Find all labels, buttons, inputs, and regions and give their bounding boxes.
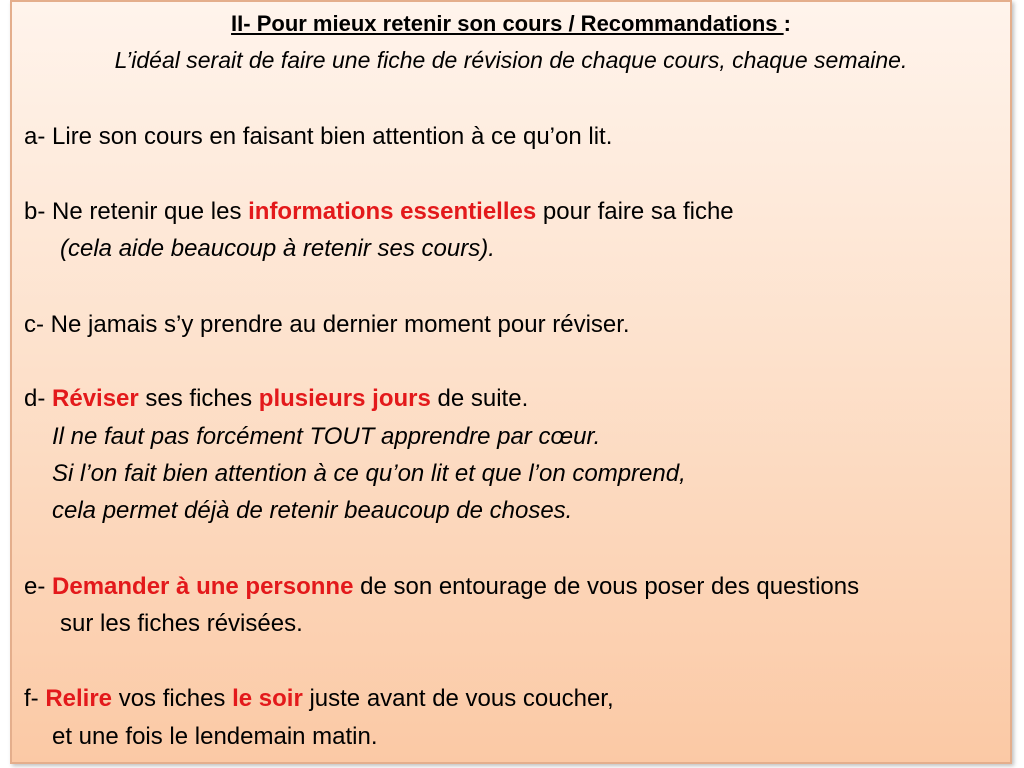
item-f-highlight-2: le soir — [232, 685, 303, 712]
item-b-note: (cela aide beaucoup à retenir ses cours). — [60, 235, 495, 262]
slide-title-colon: : — [783, 11, 791, 36]
slide-subtitle: L’idéal serait de faire une fiche de révision de chaque cours, chaque semaine. — [114, 47, 908, 73]
item-f-suffix: juste avant de vous coucher, — [302, 685, 614, 712]
item-e-suffix: de son entourage de vous poser des questions — [353, 573, 860, 600]
slide-title — [12, 10, 1010, 38]
item-f-continuation: et une fois le lendemain matin. — [52, 723, 378, 750]
item-b-suffix: pour faire sa fiche — [536, 198, 734, 225]
item-d-highlight-2: plusieurs jours — [258, 385, 431, 412]
item-e-prefix: e- — [24, 573, 53, 600]
item-e-highlight: Demander à une personne — [52, 573, 354, 600]
item-b — [12, 197, 1010, 227]
slide-title-text: II- Pour mieux retenir son cours / Recommandations — [231, 11, 784, 36]
item-d-suffix: de suite. — [430, 385, 529, 412]
item-d-middle: ses fiches — [138, 385, 259, 412]
item-f — [12, 684, 1010, 714]
item-d-note-3: cela permet déjà de retenir beaucoup de choses. — [52, 497, 573, 524]
item-d-note-2: Si l’on fait bien attention à ce qu’on lit et que l’on comprend, — [52, 460, 686, 487]
item-d-prefix: d- — [24, 385, 53, 412]
item-e-continuation: sur les fiches révisées. — [60, 610, 303, 637]
item-d — [12, 384, 1010, 414]
item-b-prefix: b- Ne retenir que les — [24, 198, 249, 225]
item-b-highlight: informations essentielles — [248, 198, 537, 225]
item-e — [12, 572, 1010, 602]
slide — [10, 0, 1012, 764]
item-a: a- Lire son cours en faisant bien attention à ce qu’on lit. — [24, 123, 613, 150]
item-f-highlight-1: Relire — [45, 685, 113, 712]
item-f-prefix: f- — [24, 685, 46, 712]
item-c: c- Ne jamais s’y prendre au dernier moment pour réviser. — [24, 311, 630, 338]
item-d-highlight-1: Réviser — [52, 385, 139, 412]
item-d-note-1: Il ne faut pas forcément TOUT apprendre par cœur. — [52, 423, 601, 450]
item-f-middle: vos fiches — [112, 685, 233, 712]
